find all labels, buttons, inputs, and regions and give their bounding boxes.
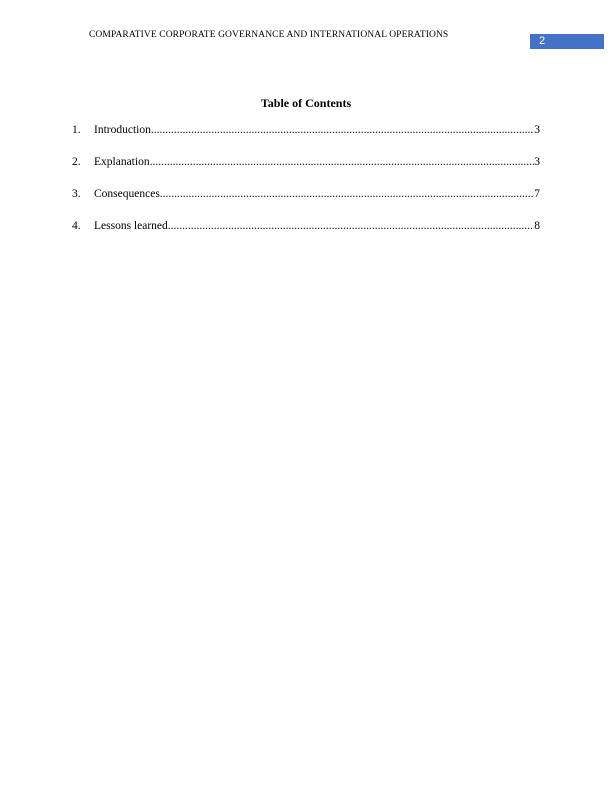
toc-entry-number: 1. xyxy=(72,124,81,136)
toc-entry-label[interactable]: Lessons learned xyxy=(94,220,168,232)
toc-entry-explanation[interactable] xyxy=(72,154,540,170)
toc-entry-label[interactable]: Introduction xyxy=(94,124,151,136)
toc-entry-page: 8 xyxy=(534,220,540,232)
toc-entry-number: 3. xyxy=(72,188,81,200)
toc-entry-lessons-learned[interactable] xyxy=(72,218,540,234)
toc-dot-leader xyxy=(160,186,534,202)
toc-entry-page: 3 xyxy=(534,156,540,168)
page-number-badge: 2 xyxy=(530,34,604,49)
toc-entry-number: 2. xyxy=(72,156,81,168)
toc-heading: Table of Contents xyxy=(260,96,352,110)
toc-dot-leader xyxy=(150,154,535,170)
running-header-title: COMPARATIVE CORPORATE GOVERNANCE AND INTERNATIONAL OPERATIONS xyxy=(89,30,449,40)
toc-entry-label[interactable]: Explanation xyxy=(94,156,150,168)
toc-list xyxy=(72,122,540,250)
toc-entry-page: 7 xyxy=(534,188,540,200)
toc-entry-number: 4. xyxy=(72,220,81,232)
toc-entry-label[interactable]: Consequences xyxy=(94,188,160,200)
toc-dot-leader xyxy=(151,122,534,138)
toc-entry-consequences[interactable] xyxy=(72,186,540,202)
toc-entry-page: 3 xyxy=(534,124,540,136)
toc-dot-leader xyxy=(168,218,534,234)
toc-entry-introduction[interactable] xyxy=(72,122,540,138)
